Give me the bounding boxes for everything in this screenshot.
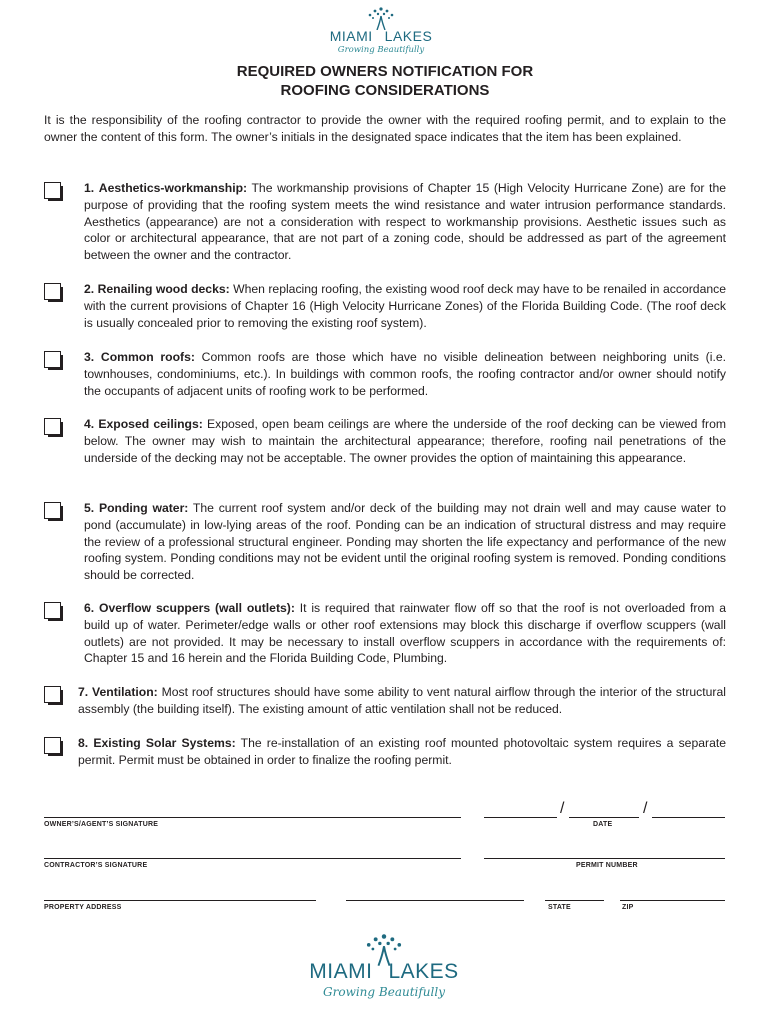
permit-number-line[interactable] [484, 858, 725, 859]
property-address-label: PROPERTY ADDRESS [44, 904, 122, 911]
logo-tagline: Growing Beautifully [323, 985, 445, 999]
date-separator: / [643, 800, 648, 817]
item-body: When replacing roofing, the existing wood roof deck may have to be renailed in accordance with the current provisions of Chapter 16 (High Velocity Hurricane Zones) of the Florida Building Code. (The roof deck is usually concealed prior to removing the existing roof system). [84, 282, 726, 330]
form-title-line-2: ROOFING CONSIDERATIONS [280, 82, 490, 99]
item-body: Most roof structures should have some ability to vent natural airflow through the interior of the structural assembly (the building itself). The existing amount of attic ventilation shall not be reduced. [78, 685, 726, 716]
contractor-signature-label: CONTRACTOR’S SIGNATURE [44, 862, 148, 869]
item-heading: Existing Solar Systems: [93, 736, 236, 750]
item-body: It is required that rainwater flow off so that the roof is not overloaded from a build up of water. Perimeter/edge walls or other roof extensions may block this discharge if overflow scuppers (wall outlets) are not provided. It may be necessary to install overflow scuppers in accordance with the requirements of: Chapter 15 and 16 herein and the Florida Building Code, Plumbing. [84, 601, 726, 666]
date-label: DATE [593, 821, 613, 828]
item-heading: Ventilation: [92, 685, 158, 699]
logo-word-right: LAKES [384, 28, 433, 44]
item-heading: Ponding water: [98, 501, 189, 515]
checklist-item-8 [44, 735, 726, 771]
item-number: 3. [84, 350, 95, 364]
date-year-line[interactable] [652, 817, 725, 818]
zip-line[interactable] [620, 900, 725, 901]
item-3-checkbox[interactable] [44, 351, 61, 368]
permit-number-label: PERMIT NUMBER [576, 862, 638, 869]
miami-lakes-logo-top [316, 6, 446, 58]
form-title-line-1: REQUIRED OWNERS NOTIFICATION FOR [236, 63, 534, 80]
logo-word-left: MIAMI [329, 28, 373, 44]
item-number: 5. [84, 501, 95, 515]
item-2-checkbox[interactable] [44, 283, 61, 300]
property-address-line[interactable] [44, 900, 316, 901]
item-body: Exposed, open beam ceilings are where the underside of the roof decking can be viewed from below. The owner may wish to maintain the architectural appearance; therefore, roofing nail penetrations of the underside of the decking may not be acceptable. The owner provides the option of maintaining this appearance. [84, 417, 727, 465]
checklist-item-6 [44, 600, 726, 670]
checklist-item-3 [44, 349, 726, 401]
item-7-checkbox[interactable] [44, 686, 61, 703]
item-number: 7. [78, 685, 89, 699]
owner-signature-label: OWNER’S/AGENT’S SIGNATURE [44, 821, 159, 828]
item-4-checkbox[interactable] [44, 418, 61, 435]
palm-tree-icon [363, 6, 399, 30]
contractor-signature-line[interactable] [44, 858, 461, 859]
state-label: STATE [548, 904, 571, 911]
checklist-item-7 [44, 684, 726, 720]
checklist-item-5 [44, 500, 726, 586]
logo-word-left: MIAMI [309, 960, 373, 983]
item-number: 2. [84, 282, 95, 296]
checklist-item-1 [44, 180, 726, 266]
item-heading: Exposed ceilings: [98, 417, 203, 431]
item-6-checkbox[interactable] [44, 602, 61, 619]
item-body: The current roof system and/or deck of the building may not drain well and may cause water to pond (accumulate) in low-lying areas of the roof. Ponding can be an indication of structural distress and may require the review of a professional structural engineer. Ponding may shorten the life expectancy and performance of the new roofing system. Ponding conditions may not be evident until the original roofing system is removed. Ponding conditions should be corrected. [84, 501, 726, 583]
intro-paragraph: It is the responsibility of the roofing contractor to provide the owner with the required roofing permit, and to explain to the owner the content of this form. The owner’s initials in the designated space indicates that the item has been explained. [44, 113, 726, 144]
item-heading: Common roofs: [100, 350, 195, 364]
date-separator: / [560, 800, 565, 817]
item-body: The re-installation of an existing roof mounted photovoltaic system requires a separate permit. Permit must be obtained in order to finalize the roofing permit. [78, 736, 727, 767]
item-body: Common roofs are those which have no visible delineation between neighboring units (i.e. townhouses, condominiums, etc.). In buildings with common roofs, the roofing contractor and/or owner should notify the occupants of adjacent units of roofing work to be performed. [84, 350, 726, 398]
item-body: The workmanship provisions of Chapter 15 (High Velocity Hurricane Zone) are for the purpose of providing that the roofing system meets the wind resistance and water intrusion performance standards. Aesthetics (appearance) are not a consideration with respect to workmanship provisions. Aesthetic issues such as color or architectural appearance, that are not part of a zoning code, should be addressed as part of the agreement between the owner and the contractor. [84, 181, 726, 263]
item-number: 6. [84, 601, 95, 615]
miami-lakes-logo-bottom [294, 930, 474, 1004]
checklist-item-4 [44, 416, 726, 486]
date-month-line[interactable] [484, 817, 557, 818]
item-5-checkbox[interactable] [44, 502, 61, 519]
zip-label: ZIP [622, 904, 634, 911]
item-heading: Aesthetics-workmanship: [98, 181, 248, 195]
owner-signature-line[interactable] [44, 817, 461, 818]
logo-word-right: LAKES [388, 960, 459, 983]
item-number: 8. [78, 736, 89, 750]
logo-tagline: Growing Beautifully [337, 45, 425, 55]
item-number: 1. [84, 181, 95, 195]
checklist-item-2 [44, 281, 726, 333]
date-day-line[interactable] [569, 817, 639, 818]
state-line[interactable] [545, 900, 604, 901]
item-heading: Overflow scuppers (wall outlets): [98, 601, 295, 615]
item-heading: Renailing wood decks: [97, 282, 230, 296]
item-number: 4. [84, 417, 95, 431]
city-line[interactable] [346, 900, 524, 901]
item-8-checkbox[interactable] [44, 737, 61, 754]
item-1-checkbox[interactable] [44, 182, 61, 199]
